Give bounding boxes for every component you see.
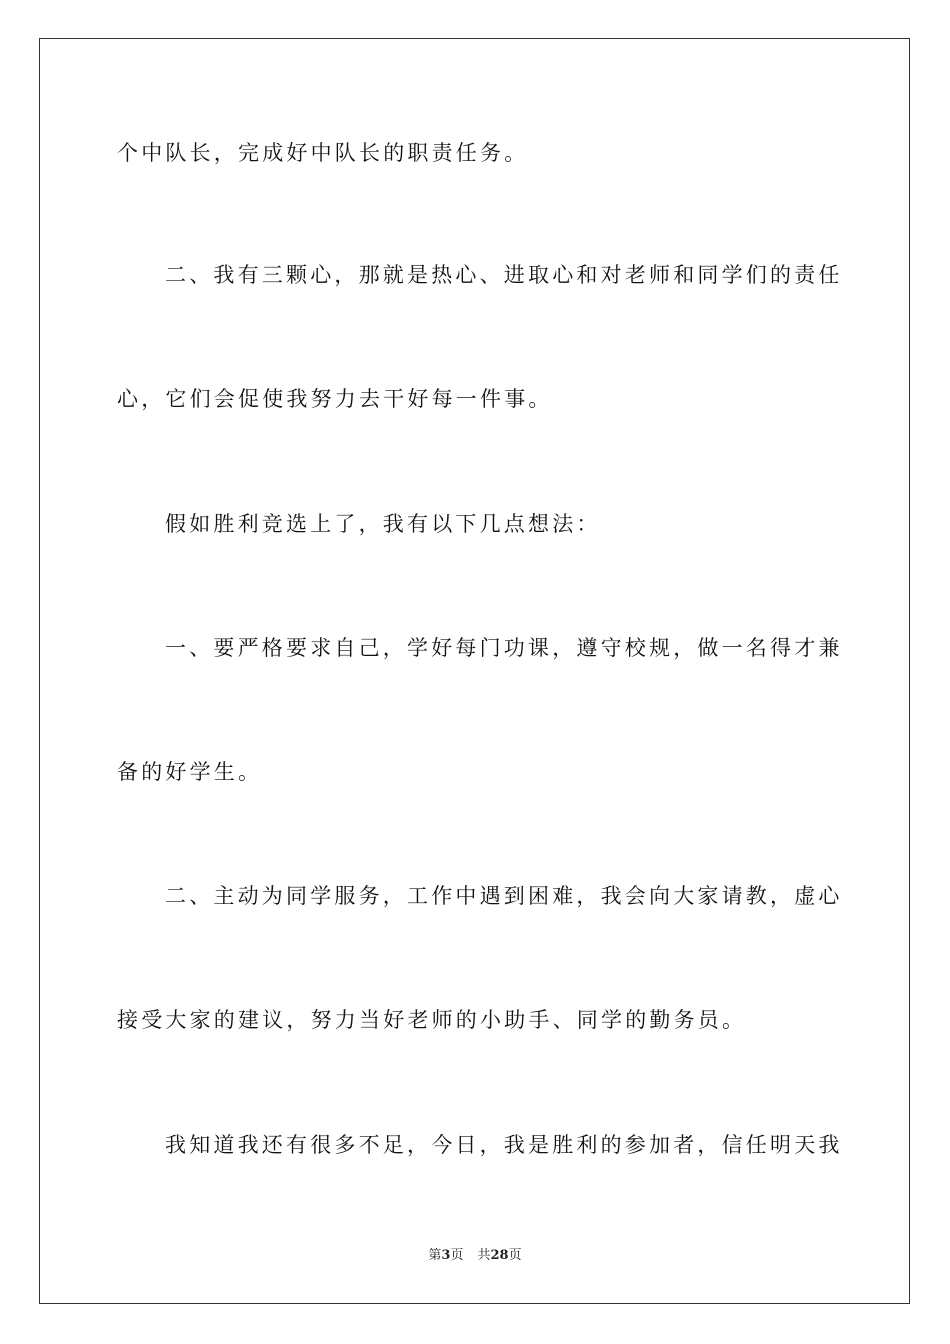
- footer-page-prefix: 第: [428, 1248, 442, 1263]
- body-line-6: 备的好学生。: [117, 760, 263, 784]
- footer-page-number: 3: [441, 1248, 451, 1263]
- page-footer: [0, 1247, 950, 1265]
- footer-total-prefix: 共: [477, 1248, 491, 1263]
- body-line-2: 二、我有三颗心，那就是热心、进取心和对老师和同学们的责任: [165, 263, 843, 287]
- body-line-8: 接受大家的建议，努力当好老师的小助手、同学的勤务员。: [117, 1008, 747, 1032]
- body-line-4: 假如胜利竞选上了，我有以下几点想法：: [165, 512, 601, 536]
- body-line-1: 个中队长，完成好中队长的职责任务。: [117, 141, 529, 165]
- page-frame: [39, 38, 910, 1304]
- body-line-3: 心，它们会促使我努力去干好每一件事。: [117, 387, 553, 411]
- body-line-5: 一、要严格要求自己，学好每门功课，遵守校规，做一名得才兼: [165, 636, 843, 660]
- body-line-9: 我知道我还有很多不足，今日，我是胜利的参加者，信任明天我: [165, 1133, 843, 1157]
- body-line-7: 二、主动为同学服务，工作中遇到困难，我会向大家请教，虚心: [165, 884, 843, 908]
- footer-total-pages: 28: [490, 1248, 509, 1263]
- footer-total-suffix: 页: [508, 1248, 522, 1263]
- footer-page-suffix: 页: [450, 1248, 464, 1263]
